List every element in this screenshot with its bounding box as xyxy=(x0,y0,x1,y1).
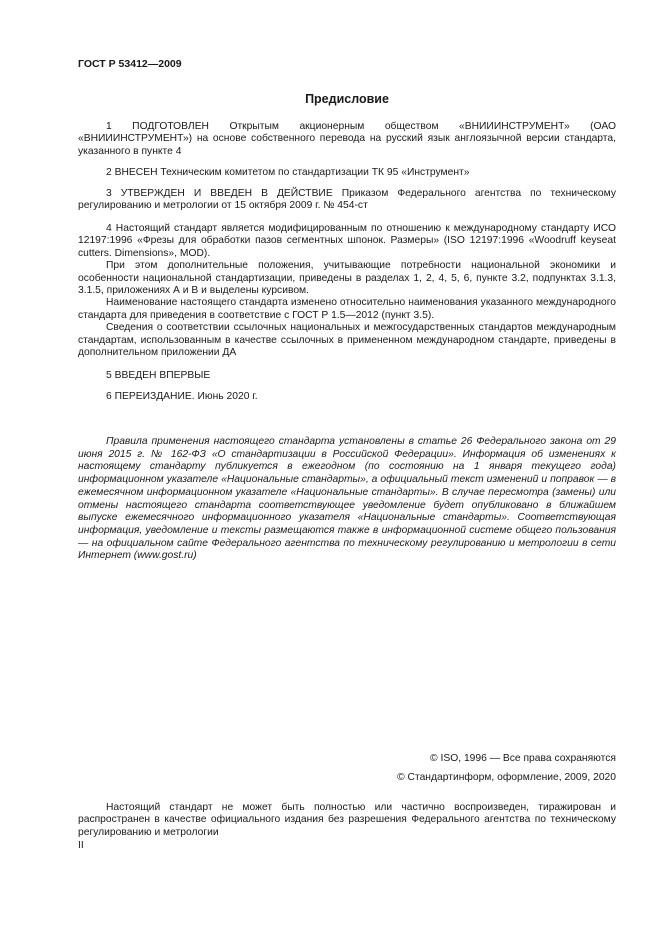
preface-item-6 xyxy=(78,391,616,403)
page-number: II xyxy=(78,840,84,851)
preface-item-subpara: Наименование настоящего стандарта изменено относительно наименования указанного международного стандарта для приведения в соответствие с ГОСТ Р 1.5—2012 (пункт 3.5). xyxy=(78,297,616,321)
preface-item-text: 2 ВНЕСЕН Техническим комитетом по стандартизации ТК 95 «Инструмент» xyxy=(106,167,470,178)
preface-item-subpara: При этом дополнительные положения, учитывающие потребности национальной экономики и особенности национальной стандартизации, приведены в разделах 1, 2, 4, 5, 6, пункте 3.2, подпунктах 3.1.3, 3.1.5, приложениях А и В и выделены курсивом. xyxy=(78,260,616,297)
preface-item-2 xyxy=(78,167,616,179)
preface-item-text: 5 ВВЕДЕН ВПЕРВЫЕ xyxy=(106,370,211,381)
preface-item-1 xyxy=(78,121,616,158)
preface-item-3 xyxy=(78,188,616,213)
copyright-iso: © ISO, 1996 — Все права сохраняются xyxy=(430,753,616,764)
page-title: Предисловие xyxy=(305,92,389,106)
application-rules-notice: Правила применения настоящего стандарта установлены в статье 26 Федерального закона от 29 июня 2015 г. № 162-ФЗ «О стандартизации в Российской Федерации». Информация об изменениях к настоящему стандарту публикуется в ежегодном (по состоянию на 1 января текущего года) информационном указателе «Национальные стандарты», а официальный текст изменений и поправок — в ежемесячном информационном указателе «Национальные стандарты». В случае пересмотра (замены) или отмены настоящего стандарта соответствующее уведомление будет опубликовано в ближайшем выпуске ежемесячного информационного указателя «Национальные стандарты». Соответствующая информация, уведомление и тексты размещаются также в информационной системе общего пользования — на официальном сайте Федерального агентства по техническому регулированию и метрологии в сети Интернет (www.gost.ru) xyxy=(78,436,616,562)
preface-item-5 xyxy=(78,370,616,382)
preface-item-text: 1 ПОДГОТОВЛЕН Открытым акционерным обществом «ВНИИИНСТРУМЕНТ» (ОАО «ВНИИИНСТРУМЕНТ») на основе собственного перевода на русский язык англоязычной версии стандарта, указанного в пункте 4 xyxy=(78,121,616,157)
preface-item-subpara: Сведения о соответствии ссылочных национальных и межгосударственных стандартов международным стандартам, использованным в качестве ссылочных в примененном международном стандарте, приведены в дополнительном приложении ДА xyxy=(78,322,616,359)
copyright-standartinform: © Стандартинформ, оформление, 2009, 2020 xyxy=(397,772,616,783)
preface-item-text: 3 УТВЕРЖДЕН И ВВЕДЕН В ДЕЙСТВИЕ Приказом Федерального агентства по техническому регулированию и метрологии от 15 октября 2009 г. № 454-ст xyxy=(78,188,616,212)
preface-item-4 xyxy=(78,223,616,359)
preface-item-text: 6 ПЕРЕИЗДАНИЕ. Июнь 2020 г. xyxy=(106,391,258,402)
preface-item-text: 4 Настоящий стандарт является модифицированным по отношению к международному стандарту ИСО 12197:1996 «Фрезы для обработки пазов сегментных шпонок. Размеры» (ISO 12197:1996 «Woodruff keyseat cutters. Dimensions», MOD). xyxy=(78,223,616,259)
reproduction-restriction-note: Настоящий стандарт не может быть полностью или частично воспроизведен, тиражирован и распространен в качестве официального издания без разрешения Федерального агентства по техническому регулированию и метрологии xyxy=(78,802,616,838)
document-code-header: ГОСТ Р 53412—2009 xyxy=(78,58,182,70)
